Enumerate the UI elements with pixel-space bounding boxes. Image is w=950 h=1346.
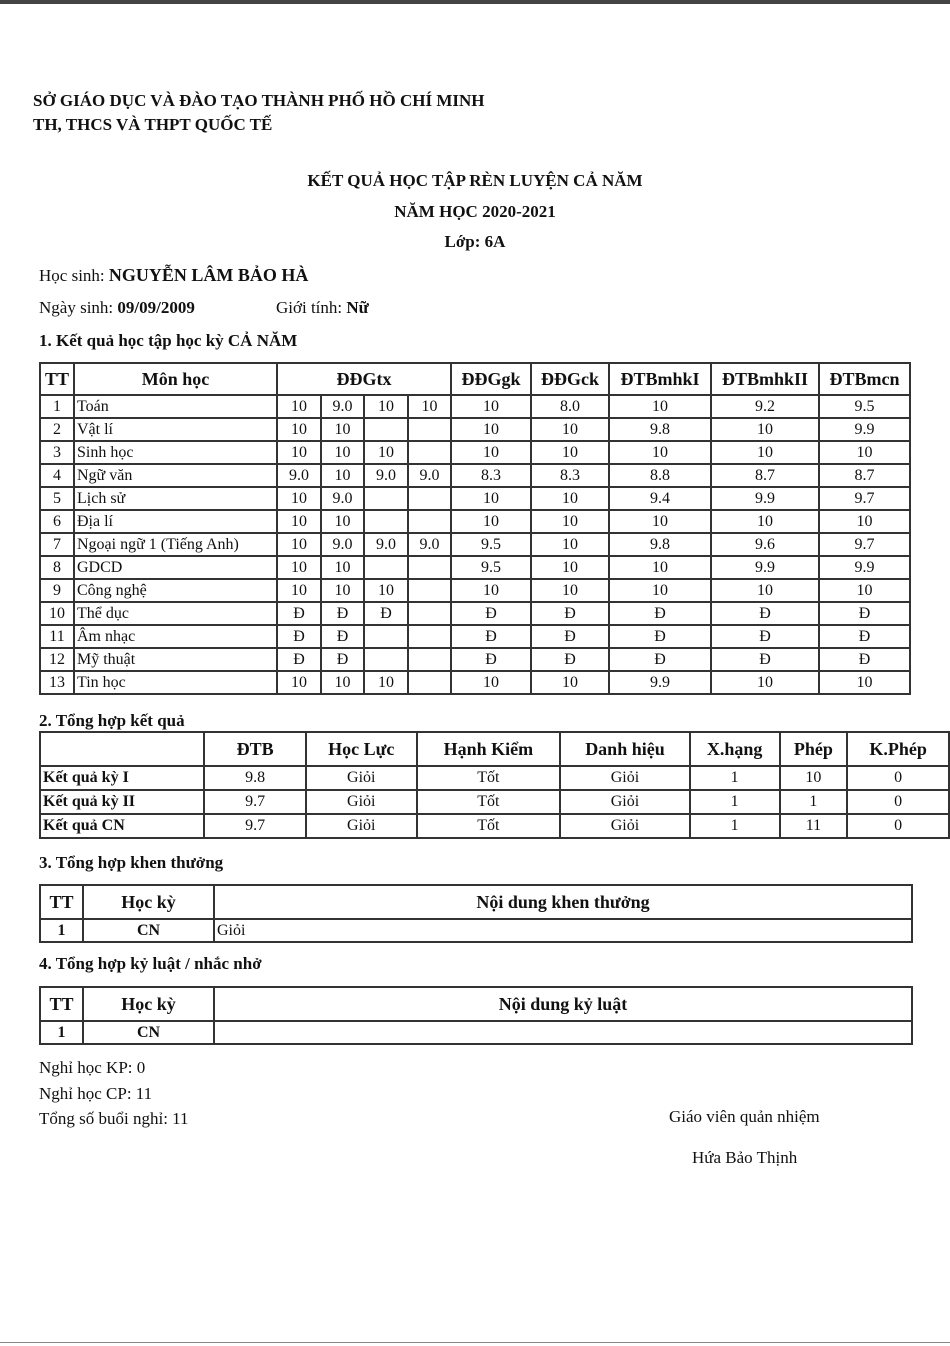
- section3-title: 3. Tổng hợp khen thưởng: [39, 853, 224, 872]
- dtbmcn-score: 10: [819, 510, 910, 533]
- ddgtx-score: 9.0: [277, 464, 321, 487]
- ddgtx-score: [364, 648, 408, 671]
- dtbmhk2-score: 10: [711, 510, 819, 533]
- dtbmcn-score: 9.9: [819, 418, 910, 441]
- ddggk-score: 10: [451, 418, 531, 441]
- dtb-value: 9.8: [204, 766, 305, 790]
- row-number: 10: [40, 602, 74, 625]
- dtbmhk1-score: 10: [609, 441, 711, 464]
- table-row: [40, 814, 949, 838]
- ddgtx-score: Đ: [364, 602, 408, 625]
- ddgtx-score: [364, 556, 408, 579]
- ddgtx-score: 10: [364, 579, 408, 602]
- ddgtx-score: 10: [277, 556, 321, 579]
- subject-name: Lịch sử: [74, 487, 277, 510]
- dtbmhk2-score: 9.9: [711, 487, 819, 510]
- ddggk-score: 10: [451, 671, 531, 694]
- ddgck-score: Đ: [531, 625, 609, 648]
- xhang-value: 1: [690, 766, 780, 790]
- awards-table: [39, 884, 913, 943]
- student-gender-line: [276, 298, 369, 318]
- col-kphep: K.Phép: [847, 732, 949, 766]
- ddggk-score: 10: [451, 395, 531, 418]
- ddgtx-score: 9.0: [408, 533, 451, 556]
- hanh-kiem-value: Tốt: [417, 766, 561, 790]
- dtbmhk1-score: 9.8: [609, 533, 711, 556]
- ddgtx-score: [408, 510, 451, 533]
- col-phep: Phép: [780, 732, 848, 766]
- dob-value: 09/09/2009: [117, 298, 195, 317]
- table-row: [40, 625, 910, 648]
- col-term: Học kỳ: [83, 987, 214, 1021]
- class-value: 6A: [484, 232, 506, 251]
- subject-name: Địa lí: [74, 510, 277, 533]
- ddgck-score: 10: [531, 418, 609, 441]
- ddgtx-score: 9.0: [364, 464, 408, 487]
- class-label: Lớp:: [444, 232, 481, 251]
- ddgtx-score: 9.0: [321, 395, 364, 418]
- content-value: [214, 1021, 912, 1044]
- absent-cp: Nghỉ học CP: 11: [39, 1084, 153, 1103]
- school-name: TH, THCS VÀ THPT QUỐC TẾ: [33, 115, 273, 134]
- ddgtx-score: 10: [321, 510, 364, 533]
- ddgtx-score: [408, 648, 451, 671]
- ddggk-score: Đ: [451, 625, 531, 648]
- ddggk-score: 10: [451, 441, 531, 464]
- report-title: KẾT QUẢ HỌC TẬP RÈN LUYỆN CẢ NĂM: [307, 171, 643, 190]
- ddgck-score: 8.3: [531, 464, 609, 487]
- ddgck-score: 10: [531, 487, 609, 510]
- subject-name: Âm nhạc: [74, 625, 277, 648]
- grades-table: [39, 362, 911, 695]
- dtbmhk1-score: 9.8: [609, 418, 711, 441]
- ddgtx-score: 10: [364, 441, 408, 464]
- ddgck-score: 10: [531, 533, 609, 556]
- dtbmcn-score: 9.9: [819, 556, 910, 579]
- ddgtx-score: 10: [277, 441, 321, 464]
- department-name: SỞ GIÁO DỤC VÀ ĐÀO TẠO THÀNH PHỐ HỒ CHÍ MINH: [33, 91, 485, 110]
- dtbmcn-score: 8.7: [819, 464, 910, 487]
- subject-name: Thể dục: [74, 602, 277, 625]
- table-row: [40, 790, 949, 814]
- ddggk-score: Đ: [451, 648, 531, 671]
- ddgtx-score: 10: [277, 579, 321, 602]
- dtbmhk1-score: Đ: [609, 648, 711, 671]
- absent-kp: Nghỉ học KP: 0: [39, 1058, 146, 1077]
- ddggk-score: 9.5: [451, 533, 531, 556]
- dtbmhk1-score: 8.8: [609, 464, 711, 487]
- subject-name: Ngữ văn: [74, 464, 277, 487]
- ddgtx-score: [364, 625, 408, 648]
- subject-name: Ngoại ngữ 1 (Tiếng Anh): [74, 533, 277, 556]
- row-number: 9: [40, 579, 74, 602]
- row-number: 6: [40, 510, 74, 533]
- col-dtbmhk2: ĐTBmhkII: [711, 363, 819, 395]
- ddgtx-score: Đ: [277, 648, 321, 671]
- row-number: 8: [40, 556, 74, 579]
- term-value: CN: [83, 919, 214, 942]
- summary-label: Kết quả kỳ II: [40, 790, 204, 814]
- col-danh-hieu: Danh hiệu: [560, 732, 690, 766]
- table-row: [40, 671, 910, 694]
- gender-value: Nữ: [346, 298, 369, 317]
- ddggk-score: 10: [451, 579, 531, 602]
- ddgtx-score: 10: [277, 510, 321, 533]
- student-name-line: [39, 265, 308, 286]
- dtbmcn-score: 9.5: [819, 395, 910, 418]
- ddgtx-score: 10: [321, 556, 364, 579]
- subject-name: Công nghệ: [74, 579, 277, 602]
- table-row: [40, 464, 910, 487]
- table-row: [40, 602, 910, 625]
- col-hanh-kiem: Hạnh Kiểm: [417, 732, 561, 766]
- table-row: [40, 648, 910, 671]
- phep-value: 10: [780, 766, 848, 790]
- table-row: [40, 1021, 912, 1044]
- grades-header-row: [40, 363, 910, 395]
- row-number: 1: [40, 1021, 83, 1044]
- ddgtx-score: Đ: [321, 625, 364, 648]
- col-subject: Môn học: [74, 363, 277, 395]
- dtbmcn-score: 10: [819, 579, 910, 602]
- dtbmhk1-score: 9.4: [609, 487, 711, 510]
- dtb-value: 9.7: [204, 814, 305, 838]
- subject-name: Vật lí: [74, 418, 277, 441]
- ddgtx-score: [408, 602, 451, 625]
- ddgtx-score: 10: [321, 441, 364, 464]
- ddgtx-score: 10: [408, 395, 451, 418]
- kphep-value: 0: [847, 814, 949, 838]
- ddgtx-score: [408, 487, 451, 510]
- subject-name: Sinh học: [74, 441, 277, 464]
- table-row: [40, 395, 910, 418]
- phep-value: 1: [780, 790, 848, 814]
- table-row: [40, 556, 910, 579]
- ddgtx-score: 10: [321, 579, 364, 602]
- top-border: [0, 0, 950, 4]
- col-ddgck: ĐĐGck: [531, 363, 609, 395]
- col-discipline-content: Nội dung kỷ luật: [214, 987, 912, 1021]
- discipline-header-row: [40, 987, 912, 1021]
- table-row: [40, 579, 910, 602]
- col-term: Học kỳ: [83, 885, 214, 919]
- ddgtx-score: [408, 671, 451, 694]
- dtbmhk2-score: 10: [711, 418, 819, 441]
- hoc-luc-value: Giỏi: [306, 814, 417, 838]
- table-row: [40, 510, 910, 533]
- row-number: 4: [40, 464, 74, 487]
- ddgtx-score: [364, 418, 408, 441]
- section2-title: 2. Tổng hợp kết quả: [39, 711, 185, 730]
- ddggk-score: 10: [451, 487, 531, 510]
- student-name: NGUYỄN LÂM BẢO HÀ: [108, 265, 309, 285]
- ddgtx-score: 10: [277, 671, 321, 694]
- row-number: 5: [40, 487, 74, 510]
- col-hoc-luc: Học Lực: [306, 732, 417, 766]
- dtbmhk1-score: Đ: [609, 625, 711, 648]
- student-name-label: Học sinh:: [39, 266, 105, 285]
- ddgck-score: 10: [531, 556, 609, 579]
- row-number: 1: [40, 919, 83, 942]
- col-dtb: ĐTB: [204, 732, 305, 766]
- subject-name: Toán: [74, 395, 277, 418]
- row-number: 3: [40, 441, 74, 464]
- table-row: [40, 533, 910, 556]
- discipline-table: [39, 986, 913, 1045]
- dtbmhk2-score: 9.9: [711, 556, 819, 579]
- bottom-border: [0, 1342, 950, 1343]
- ddgtx-score: 9.0: [408, 464, 451, 487]
- ddgtx-score: 10: [277, 533, 321, 556]
- row-number: 11: [40, 625, 74, 648]
- ddgtx-score: [364, 487, 408, 510]
- dob-label: Ngày sinh:: [39, 298, 114, 317]
- col-dtbmhk1: ĐTBmhkI: [609, 363, 711, 395]
- hoc-luc-value: Giỏi: [306, 790, 417, 814]
- danh-hieu-value: Giỏi: [560, 766, 690, 790]
- dtbmhk2-score: 10: [711, 579, 819, 602]
- ddgck-score: Đ: [531, 648, 609, 671]
- hanh-kiem-value: Tốt: [417, 814, 561, 838]
- dtbmhk2-score: 8.7: [711, 464, 819, 487]
- ddgtx-score: 10: [277, 487, 321, 510]
- ddgtx-score: Đ: [277, 625, 321, 648]
- awards-header-row: [40, 885, 912, 919]
- ddggk-score: 9.5: [451, 556, 531, 579]
- ddgtx-score: 10: [321, 418, 364, 441]
- ddgck-score: 10: [531, 510, 609, 533]
- teacher-name: Hứa Bảo Thịnh: [692, 1148, 798, 1167]
- row-number: 2: [40, 418, 74, 441]
- col-xhang: X.hạng: [690, 732, 780, 766]
- section4-title: 4. Tổng hợp kỷ luật / nhắc nhở: [39, 954, 262, 973]
- dtbmhk2-score: 10: [711, 441, 819, 464]
- col-ddgtx: ĐĐGtx: [277, 363, 451, 395]
- section1-title: 1. Kết quả học tập học kỳ CẢ NĂM: [39, 331, 298, 350]
- gender-label: Giới tính:: [276, 298, 343, 317]
- hanh-kiem-value: Tốt: [417, 790, 561, 814]
- dtbmcn-score: 10: [819, 441, 910, 464]
- row-number: 13: [40, 671, 74, 694]
- col-dtbmcn: ĐTBmcn: [819, 363, 910, 395]
- term-value: CN: [83, 1021, 214, 1044]
- ddgtx-score: 9.0: [321, 487, 364, 510]
- subject-name: GDCD: [74, 556, 277, 579]
- table-row: [40, 487, 910, 510]
- ddggk-score: 8.3: [451, 464, 531, 487]
- dtbmhk2-score: Đ: [711, 602, 819, 625]
- ddgtx-score: 10: [277, 418, 321, 441]
- dtbmhk2-score: Đ: [711, 648, 819, 671]
- summary-table: [39, 731, 950, 839]
- col-tt: TT: [40, 885, 83, 919]
- dtbmhk2-score: Đ: [711, 625, 819, 648]
- col-award-content: Nội dung khen thưởng: [214, 885, 912, 919]
- dtbmcn-score: Đ: [819, 602, 910, 625]
- dtbmcn-score: 10: [819, 671, 910, 694]
- ddgtx-score: 10: [364, 671, 408, 694]
- danh-hieu-value: Giỏi: [560, 814, 690, 838]
- school-year: NĂM HỌC 2020-2021: [394, 202, 556, 221]
- summary-label: Kết quả CN: [40, 814, 204, 838]
- ddgtx-score: Đ: [321, 602, 364, 625]
- dtbmhk2-score: 9.2: [711, 395, 819, 418]
- ddgtx-score: [408, 418, 451, 441]
- subject-name: Tin học: [74, 671, 277, 694]
- dtbmhk1-score: 10: [609, 556, 711, 579]
- hoc-luc-value: Giỏi: [306, 766, 417, 790]
- total-absent: Tổng số buổi nghỉ: 11: [39, 1109, 189, 1128]
- table-row: [40, 418, 910, 441]
- ddgck-score: 8.0: [531, 395, 609, 418]
- dtbmcn-score: Đ: [819, 625, 910, 648]
- ddgtx-score: 10: [321, 671, 364, 694]
- kphep-value: 0: [847, 766, 949, 790]
- ddgtx-score: Đ: [277, 602, 321, 625]
- dtbmhk1-score: Đ: [609, 602, 711, 625]
- danh-hieu-value: Giỏi: [560, 790, 690, 814]
- row-number: 7: [40, 533, 74, 556]
- dtbmhk1-score: 10: [609, 510, 711, 533]
- ddgck-score: Đ: [531, 602, 609, 625]
- ddgtx-score: 10: [364, 395, 408, 418]
- summary-header-row: [40, 732, 949, 766]
- ddgtx-score: 9.0: [321, 533, 364, 556]
- ddgtx-score: [408, 441, 451, 464]
- dtbmhk1-score: 9.9: [609, 671, 711, 694]
- class-info: [0, 232, 950, 252]
- ddgtx-score: [408, 579, 451, 602]
- dtbmcn-score: 9.7: [819, 487, 910, 510]
- col-ddggk: ĐĐGgk: [451, 363, 531, 395]
- col-empty: [40, 732, 204, 766]
- row-number: 1: [40, 395, 74, 418]
- ddggk-score: Đ: [451, 602, 531, 625]
- student-dob-line: [39, 298, 195, 318]
- ddgtx-score: 9.0: [364, 533, 408, 556]
- subject-name: Mỹ thuật: [74, 648, 277, 671]
- dtbmcn-score: Đ: [819, 648, 910, 671]
- xhang-value: 1: [690, 790, 780, 814]
- ddgck-score: 10: [531, 441, 609, 464]
- table-row: [40, 919, 912, 942]
- teacher-title: Giáo viên quản nhiệm: [669, 1107, 820, 1126]
- dtb-value: 9.7: [204, 790, 305, 814]
- ddgtx-score: 10: [277, 395, 321, 418]
- dtbmhk2-score: 10: [711, 671, 819, 694]
- dtbmhk2-score: 9.6: [711, 533, 819, 556]
- kphep-value: 0: [847, 790, 949, 814]
- col-tt: TT: [40, 363, 74, 395]
- ddgtx-score: [408, 625, 451, 648]
- row-number: 12: [40, 648, 74, 671]
- col-tt: TT: [40, 987, 83, 1021]
- dtbmhk1-score: 10: [609, 579, 711, 602]
- ddggk-score: 10: [451, 510, 531, 533]
- phep-value: 11: [780, 814, 848, 838]
- dtbmcn-score: 9.7: [819, 533, 910, 556]
- content-value: Giỏi: [214, 919, 912, 942]
- ddgtx-score: [364, 510, 408, 533]
- summary-label: Kết quả kỳ I: [40, 766, 204, 790]
- dtbmhk1-score: 10: [609, 395, 711, 418]
- ddgtx-score: 10: [321, 464, 364, 487]
- ddgtx-score: Đ: [321, 648, 364, 671]
- ddgtx-score: [408, 556, 451, 579]
- table-row: [40, 766, 949, 790]
- ddgck-score: 10: [531, 579, 609, 602]
- ddgck-score: 10: [531, 671, 609, 694]
- table-row: [40, 441, 910, 464]
- xhang-value: 1: [690, 814, 780, 838]
